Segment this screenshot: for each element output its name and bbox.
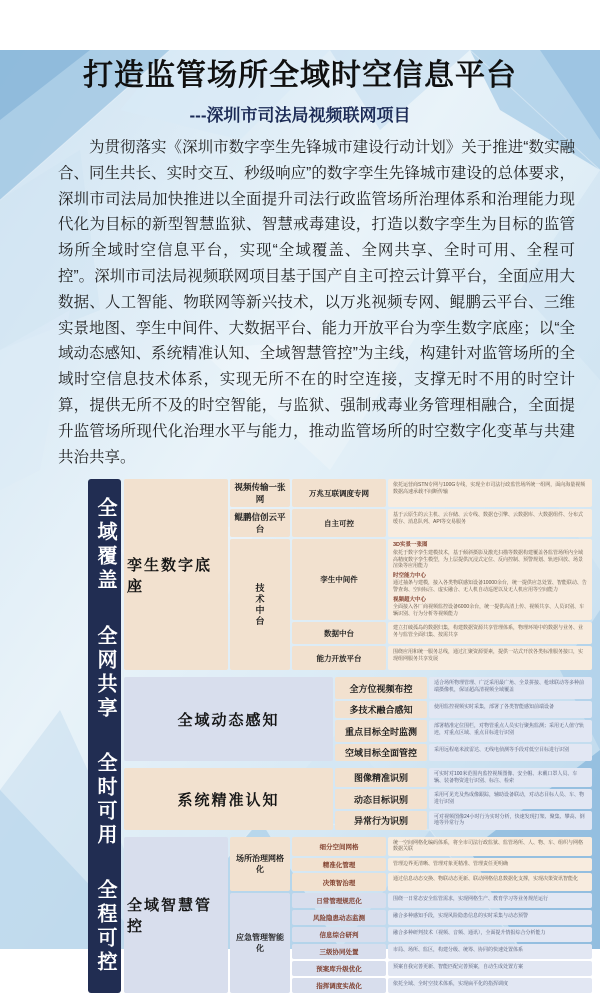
row-description: 围绕一日常态安全监管需求，实现网格生产、教育学习等业务规范运行 — [388, 893, 592, 908]
section-title-cell — [124, 677, 333, 761]
row-label: 空域目标全面管控 — [335, 744, 427, 761]
row-description: 使用监控视频实时采集，部署了各类智能感知前端设备 — [429, 701, 592, 718]
row-description: 融合多种研判技术（视频、音频、通讯），全面提升情报综合分析能力 — [388, 927, 592, 942]
row-description: 可对视频图像24小时行为实时分析，快速发现打架、聚集、攀高、倒地等异常行为 — [429, 811, 592, 830]
section-rows — [335, 768, 592, 830]
row-sublabel: 决策智治理 — [292, 873, 386, 891]
description-block — [393, 597, 587, 618]
group-rows — [292, 837, 592, 891]
row-sublabel: 预案库升级优化 — [292, 961, 386, 976]
row-description: 融合多种感知手段，实现风险隐患信息的实时采集与动态预警 — [388, 910, 592, 925]
description-block-text: 依托于数字孪生建模技术，基于倾斜摄影及激光扫描等数据构建覆盖各监管场所内全域高精度数字孪生模型，为上层提供沉浸式定位、反向控制、预警规划、轨迹回放、场景渲染等应用能力 — [393, 549, 584, 570]
row-description: 预案自我完善更新、智能匹配完善预案，自动生成处置方案 — [388, 961, 592, 976]
description-block-text: 通过抽条与建模，接入各类物联感知设备10000余台，统一提供应急处置、智能联动、告警查询、空间标注、虚实融合、无人机自动巡逻以及无人机应用等空间能力 — [393, 580, 587, 593]
section-title: 全域智慧管控 — [127, 896, 213, 935]
table-row — [292, 837, 592, 856]
table-row — [292, 858, 592, 871]
table-section-s1 — [124, 479, 592, 670]
platform-table — [88, 479, 592, 993]
description-block-title: 3D实景一张图 — [393, 542, 428, 549]
table-row — [335, 720, 592, 742]
description-block — [393, 573, 587, 594]
section-rows — [230, 837, 592, 993]
row-label: 动态目标识别 — [335, 789, 427, 808]
row-sublabel: 自主可控 — [292, 509, 386, 537]
sidebar-slogan-3: 全时可用 — [94, 751, 116, 848]
row-description: 通过信息动态交换、物联动态更新、联动网格信息数据化支撑，实现决策资讯智能化 — [388, 873, 592, 891]
table-row — [335, 744, 592, 761]
section-title: 全域动态感知 — [177, 711, 280, 729]
poster-page — [0, 50, 600, 991]
sidebar-slogan-bar — [88, 479, 121, 993]
group-label: 场所治理网格化 — [230, 837, 290, 891]
description-block-text: 全面接入各厂商视频监控设备6000余台，统一提供高清上传、视频共享、人员识别、车辆识别、行为分析等视频能力 — [393, 604, 585, 617]
group-rows — [292, 893, 592, 993]
row-label: 图像精准识别 — [335, 768, 427, 787]
description-block — [393, 542, 587, 569]
row-sublabel: 万兆互联调度专网 — [292, 479, 386, 507]
section-rows — [230, 479, 592, 670]
table-row — [292, 944, 592, 959]
table-row — [230, 539, 592, 670]
row-sublabel: 细分空间网格 — [292, 837, 386, 856]
table-row — [292, 873, 592, 891]
table-row — [335, 677, 592, 699]
row-description: 建立打破孤岛的数据归集，构建数据资源共享管理体系，物理环境中的数据与业务、业务与监管全面归集、按需共享 — [388, 622, 592, 644]
table-row — [230, 509, 592, 537]
row-description: 依托运营商STN专网与100G专线，实现全市司法行政监管场所统一组网，面向海量视频数据高速承载不间断传输 — [388, 479, 592, 507]
page-title: 打造监管场所全域时空信息平台 — [83, 59, 517, 92]
description-block-title: 时空能力中心 — [393, 572, 427, 579]
row-label: 视频传输一张网 — [230, 479, 290, 507]
table-section-s2 — [124, 677, 592, 761]
row-description: 围绕应用和统一服务总线，通过汇聚资源要素，提供一站式开放各类标准服务接口，实现组网服务共享发展 — [388, 646, 592, 670]
row-sublabel: 信息综合研判 — [292, 927, 386, 942]
table-group-row — [230, 837, 592, 891]
table-subrow — [292, 622, 592, 644]
row-description: 基于云原生的云主机、云存储、云专线、数据仓引擎、云数据库、大数据组件、分布式缓存、消息队列、API等交易服务 — [388, 509, 592, 537]
table-row — [335, 811, 592, 830]
table-row — [292, 961, 592, 976]
row-sublabel: 风险隐患动态监测 — [292, 910, 386, 925]
section-title: 系统精准认知 — [177, 791, 280, 809]
table-section-s4 — [124, 837, 592, 993]
table-row — [335, 701, 592, 718]
table-grid — [124, 479, 592, 993]
row-description: 采用可见光及热成像跟踪，辅助设备联动，对动态目标人员、车、物进行识别 — [429, 789, 592, 808]
table-row — [335, 789, 592, 808]
row-sublabel: 数据中台 — [292, 622, 386, 644]
row-label: 多技术融合感知 — [335, 701, 427, 718]
table-row — [292, 910, 592, 925]
section-title-cell — [124, 479, 228, 670]
intro-paragraph: 为贯彻落实《深圳市数字孪生先锋城市建设行动计划》关于推进“数实融合、同生共长、实时交互、秒级响应”的数字孪生先锋城市建设的总体要求，深圳市司法局加快推进以全面提升司法行政监管场所治理体系和治理能力现代化为目标的新型智慧监狱、智慧戒毒建设，打造以数字孪生为目标的监管场所全域时空信息平台，实现“全域覆盖、全网共享、全时可用、全程可控”。深圳市司法局视频联网项目基于国产自主可控云计算平台，全面应用大数据、人工智能、物联网等新兴技术，以万兆视频专网、鲲鹏云平台、三维实景地图、孪生中间件、大数据平台、能力开放平台为孪生数字底座；以“全域动态感知、系统精准认知、全域智慧管控”为主线，构建针对监管场所的全域时空信息技术体系，实现无所不在的时空连接，支撑无时不用的时空计算，提供无所不及的时空智能，与监狱、强制戒毒业务管理相融合，全面提升监管场所现代化治理水平与能力，推动监管场所的时空数字化变革与共建共治共享。 — [58, 139, 575, 466]
table-section-s3 — [124, 768, 592, 830]
page-subtitle: ---深圳市司法局视频联网项目 — [189, 106, 411, 125]
row-description: 适合场所物理管理、广泛采用最广角、全景拼接、枪球联动等多种前端摄像机，保证超高清视频全域覆盖 — [429, 677, 592, 699]
row-label: 异常行为识别 — [335, 811, 427, 830]
row-sublabel: 精准化管理 — [292, 858, 386, 871]
row-label: 全方位视频布控 — [335, 677, 427, 699]
sidebar-slogan-4: 全程可控 — [94, 879, 116, 976]
table-subrow — [292, 539, 592, 620]
row-description: 统一空间网格化编码体系，将全市司法行政监狱、监管场所、人、物、车、组织与网格数据关联 — [388, 837, 592, 856]
row-description: 采用远程毫米波雷达、无线电侦测等手段对低空目标进行识别 — [429, 744, 592, 761]
row-label: 鲲鹏信创云平台 — [230, 509, 290, 537]
row-sublabel: 能力开放平台 — [292, 646, 386, 670]
row-sublabel: 孪生中间件 — [292, 539, 386, 620]
table-row — [292, 978, 592, 993]
description-block-title: 视频超大中心 — [393, 596, 427, 603]
row-sublabel: 三级协同处置 — [292, 944, 386, 959]
table-row — [292, 927, 592, 942]
table-group-row — [230, 893, 592, 993]
row-description: 依托全域、全时空技术体系，实现扁平化的指挥调度 — [388, 978, 592, 993]
sidebar-slogan-1: 全域覆盖 — [94, 497, 116, 594]
sidebar-slogan-2: 全网共享 — [94, 624, 116, 721]
table-subrow — [292, 646, 592, 670]
row-description: 市局、场所、监区，构建分级、统筹、协同的快速处置体系 — [388, 944, 592, 959]
row-description: 可实时对100米范围内监控视频图像、安全帽、未戴口罩人员、车辆、装备物资进行识别、标注、检索 — [429, 768, 592, 787]
row-description: 部署精准定位围栏，对物管重点人员实行聚焦监测；采用无人值守轨迹，对重点区域、重点目标进行识别 — [429, 720, 592, 742]
table-row — [335, 768, 592, 787]
section-title-cell — [124, 768, 333, 830]
row-sublabel: 日常管理规范化 — [292, 893, 386, 908]
row-description-blocks — [388, 539, 592, 620]
section-rows — [335, 677, 592, 761]
table-row — [292, 893, 592, 908]
section-title-cell — [124, 837, 228, 993]
poster-content — [0, 50, 600, 993]
row-sublabel: 指挥调度实战化 — [292, 978, 386, 993]
table-row — [230, 479, 592, 507]
group-label: 应急管理智能化 — [230, 893, 290, 993]
sub-rows — [292, 539, 592, 670]
row-label-vertical: 技术中台 — [230, 539, 290, 670]
row-label: 重点目标全时监测 — [335, 720, 427, 742]
section-title: 孪生数字底座 — [127, 556, 213, 595]
row-description: 管理边界更清晰、管理对象更精准、管理责任更明确 — [388, 858, 592, 871]
